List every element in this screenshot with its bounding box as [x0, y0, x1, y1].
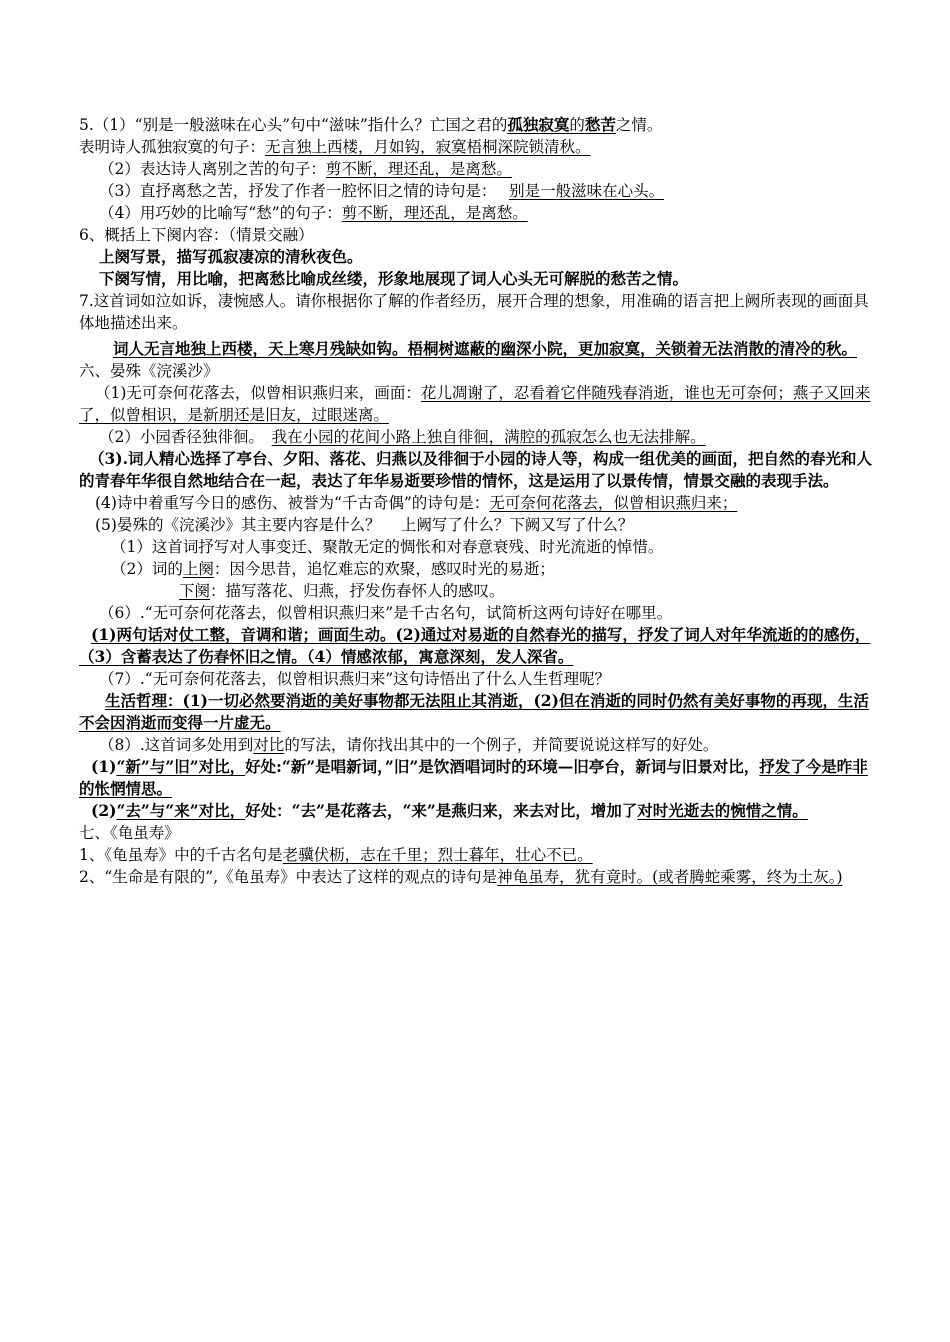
answer-text: 别是一般滋味在心头。	[509, 182, 665, 200]
text: 1、《龟虽寿》中的千古名句是	[79, 846, 283, 864]
text: (2)	[91, 801, 117, 820]
text: (4)诗中着重写今日的感伤、被誉为“千古奇偶”的诗句是：	[95, 494, 490, 512]
s6-p5-2	[79, 558, 879, 580]
answer-text: 无言独上西楼，月如钩，寂寞梧桐深院锁清秋。	[265, 138, 591, 156]
s7-line2	[79, 866, 879, 888]
answer-text: 剪不断，理还乱，是离愁。	[341, 204, 528, 222]
s6-p7-answer: 生活哲理：(1)一切必然要消逝的美好事物都无法阻止其消逝，(2)但在消逝的同时仍然有美好事物的再现，生活不会因消逝而变得一片虚无。	[79, 691, 869, 732]
answer-text: 下阕	[179, 582, 211, 600]
q6-title: 6、概括上下阕内容：（情景交融）	[79, 226, 314, 244]
q7-answer: 词人无言地独上西楼，天上寒月残缺如钩。梧桐树遮蔽的幽深小院，更加寂寞，关锁着无法消散的清冷的秋。	[113, 339, 858, 358]
answer-text: 愁苦	[584, 115, 616, 134]
q5-line4	[79, 180, 879, 202]
s6-p8-answer-2	[79, 800, 879, 822]
answer-text: 孤独寂寞	[507, 115, 570, 134]
document-page	[79, 114, 879, 888]
text: （8）.这首词多处用到	[99, 736, 254, 754]
text: （2）词的	[111, 560, 183, 578]
answer-text: 对比	[253, 736, 285, 754]
text: 表明诗人孤独寂寞的句子：	[79, 138, 266, 156]
text: 的	[569, 116, 585, 134]
q5-line5	[79, 202, 879, 224]
s6-p8-question	[79, 734, 879, 756]
text: (1)	[91, 757, 117, 776]
q6-lower: 下阕写情，用比喻，把离愁比喻成丝缕，形象地展现了词人心头无可解脱的愁苦之情。	[99, 269, 689, 288]
s6-p6-question: （6）.“无可奈何花落去，似曾相识燕归来”是千古名句，试简析这两句诗好在哪里。	[99, 604, 673, 622]
q5-line2	[79, 136, 879, 158]
s6-p1	[79, 382, 879, 426]
s6-p5-1: （1）这首词抒写对人事变迁、聚散无定的惆怅和对春意衰残、时光流逝的悼惜。	[111, 538, 664, 556]
answer-text: 剪不断，理还乱，是离愁。	[325, 160, 512, 178]
answer-text: “去”与“来”对比，	[116, 801, 246, 820]
answer-text: 无可奈何花落去，似曾相识燕归来；	[489, 494, 738, 512]
s6-title: 六、晏殊《浣溪沙》	[79, 362, 219, 380]
q6-upper: 上阕写景，描写孤寂凄凉的清秋夜色。	[99, 247, 363, 266]
s6-p7-question: （7）.“无可奈何花落去，似曾相识燕归来”这句诗悟出了什么人生哲理呢？	[99, 670, 611, 688]
answer-text: 对时光逝去的惋惜之情。	[637, 801, 808, 820]
text: （4）用巧妙的比喻写“愁”的句子：	[99, 204, 342, 222]
text: （3）直抒离愁之苦，抒发了作者一腔怀旧之情的诗句是：	[99, 182, 489, 200]
s7-title: 七、《龟虽寿》	[79, 824, 180, 842]
s6-p8-answer-1	[79, 756, 879, 800]
s6-p2	[79, 426, 879, 448]
q5-line1	[79, 114, 879, 136]
text: 好处：“去”是花落去，“来”是燕归来，来去对比，增加了	[245, 801, 638, 820]
s6-p5-3	[79, 580, 879, 602]
answer-text: 老骥伏枥，志在千里；烈士暮年，壮心不已。	[282, 846, 593, 864]
text: ：因今思昔，追忆难忘的欢聚，感叹时光的易逝；	[213, 560, 555, 578]
answer-text: 抒发了今是昨非的怅惘情思。	[79, 757, 868, 798]
text: 2、“生命是有限的”,《龟虽寿》中表达了这样的观点的诗句是	[79, 868, 498, 886]
s6-p6-answer: (1)两句话对仗工整，音调和谐；画面生动。(2)通过对易逝的自然春光的描写，抒发了词人对年华流逝的的感伤，（3）含蓄表达了伤春怀旧之情。（4）情感浓郁，寓意深刻，发人深省。	[79, 625, 871, 666]
text: 好处:“新”是唱新词，”旧”是饮酒唱词时的环境—旧亭台，新词与旧景对比，	[245, 757, 760, 776]
text: （2）表达诗人离别之苦的句子：	[99, 160, 326, 178]
answer-text: 我在小园的花间小路上独自徘徊，满腔的孤寂怎么也无法排解。	[271, 428, 706, 446]
answer-text: 神龟虽寿，犹有竟时。(或者腾蛇乘雾，终为土灰。)	[497, 868, 843, 886]
text: 之情。	[615, 116, 663, 134]
s6-p3: （3).词人精心选择了亭台、夕阳、落花、归燕以及徘徊于小园的诗人等，构成一组优美的画面，把自然的春光和人的青春年华很自然地结合在一起，表达了年华易逝要珍惜的情怀，这是运用了以景传情，情景交融的表现手法。	[79, 449, 873, 490]
text: （1)无可奈何花落去，似曾相识燕归来，画面：	[95, 384, 421, 402]
s6-p5: (5)晏殊的《浣溪沙》其主要内容是什么？ 上阙写了什么？下阙又写了什么？	[95, 516, 634, 534]
answer-text: “新”与”旧”对比，	[116, 757, 246, 776]
s6-p4	[79, 492, 879, 514]
text: ：描写落花、归燕，抒发伤春怀人的感叹。	[210, 582, 505, 600]
text: 5.（1）“别是一般滋味在心头”句中“滋味”指什么？亡国之君的	[79, 116, 508, 134]
answer-text: 花儿凋谢了，忍看着它伴随残春消逝，谁也无可奈何；燕子又回来了，似曾相识，是新朋还是旧友，过眼迷离。	[79, 384, 871, 424]
q7-prompt: 7.这首词如泣如诉，凄惋感人。请你根据你了解的作者经历，展开合理的想象，用准确的语言把上阙所表现的画面具体地描述出来。	[79, 292, 869, 332]
s7-line1	[79, 844, 879, 866]
q5-line3	[79, 158, 879, 180]
answer-text: 上阕	[182, 560, 214, 578]
text: 的写法，请你找出其中的一个例子，并简要说说这样写的好处。	[284, 736, 719, 754]
text: （2）小园香径独徘徊。	[99, 428, 257, 446]
